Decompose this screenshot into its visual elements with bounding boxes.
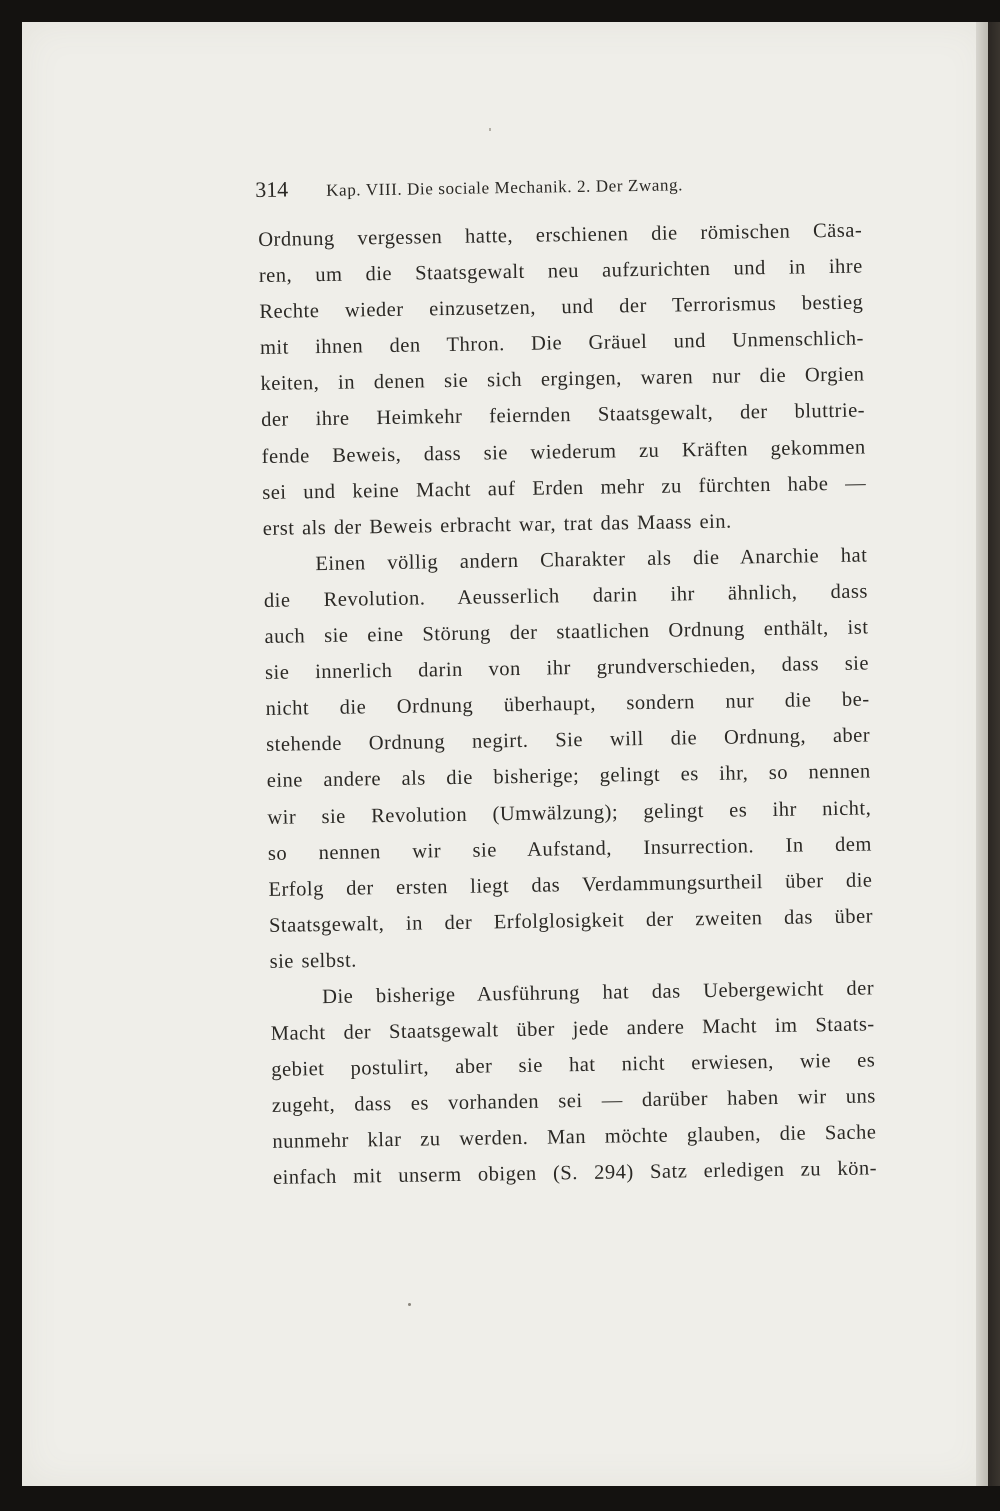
text-line: wir sie Revolution (Umwälzung); gelingt es ihr nicht, <box>267 796 872 829</box>
text-line: zugeht, dass es vorhanden sei — darüber haben wir uns <box>271 1085 876 1118</box>
text-line: nicht die Ordnung überhaupt, sondern nur die be- <box>265 688 870 721</box>
text-line: Macht der Staatsgewalt über jede andere Macht im Staats- <box>270 1013 875 1045</box>
text-line: Staatsgewalt, in der Erfolglosigkeit der zweiten das über <box>268 905 874 937</box>
text-line: Erfolg der ersten liegt das Verdammungsurtheil über die <box>268 869 873 901</box>
text-line: einfach mit unserm obigen (S. 294) Satz erledigen zu kön- <box>272 1157 878 1190</box>
text-line: gebiet postulirt, aber sie hat nicht erwiesen, wie es <box>271 1049 876 1082</box>
text-line: nunmehr klar zu werden. Man möchte glauben, die Sache <box>272 1121 877 1154</box>
text-line: Rechte wieder einzusetzen, und der Terrorismus bestieg <box>259 291 864 324</box>
text-line: der ihre Heimkehr feiernden Staatsgewalt, der bluttrie- <box>260 399 866 432</box>
page-edge <box>988 22 1000 1486</box>
text-line: Einen völlig andern Charakter als die Anarchie hat <box>315 544 868 575</box>
running-head: Kap. VIII. Die sociale Mechanik. 2. Der Zwang. <box>326 175 684 200</box>
text-line: eine andere als die bisherige; gelingt es ihr, so nennen <box>266 760 871 793</box>
text-line: so nennen wir sie Aufstand, Insurrection. In dem <box>267 833 873 865</box>
text-line: auch sie eine Störung der staatlichen Ordnung enthält, ist <box>264 616 869 648</box>
text-line: Die bisherige Ausführung hat das Uebergewicht der <box>322 977 875 1009</box>
text-line: sei und keine Macht auf Erden mehr zu fürchten habe — <box>262 472 867 504</box>
paper-speck <box>408 1303 411 1306</box>
text-line: keiten, in denen sie sich ergingen, waren nur die Orgien <box>260 363 865 396</box>
page-gutter-shadow <box>976 22 988 1486</box>
text-line: Ordnung vergessen hatte, erschienen die römischen Cäsa- <box>258 219 863 251</box>
text-line: sie selbst. <box>269 949 358 973</box>
page-number: 314 <box>255 176 289 202</box>
text-line: ren, um die Staatsgewalt neu aufzurichten und in ihre <box>258 255 863 288</box>
text-line: erst als der Beweis erbracht war, trat das Maass ein. <box>262 510 732 540</box>
text-line: die Revolution. Aeusserlich darin ihr ähnlich, dass <box>263 580 869 612</box>
text-line: stehende Ordnung negirt. Sie will die Ordnung, aber <box>266 724 871 757</box>
body-text <box>258 213 877 1197</box>
text-line: mit ihnen den Thron. Die Gräuel und Unmenschlich- <box>259 327 865 360</box>
text-line: sie innerlich darin von ihr grundverschieden, dass sie <box>264 652 870 685</box>
text-line: fende Beweis, dass sie wiederum zu Kräften gekommen <box>261 436 866 468</box>
paper-speck <box>489 128 491 131</box>
